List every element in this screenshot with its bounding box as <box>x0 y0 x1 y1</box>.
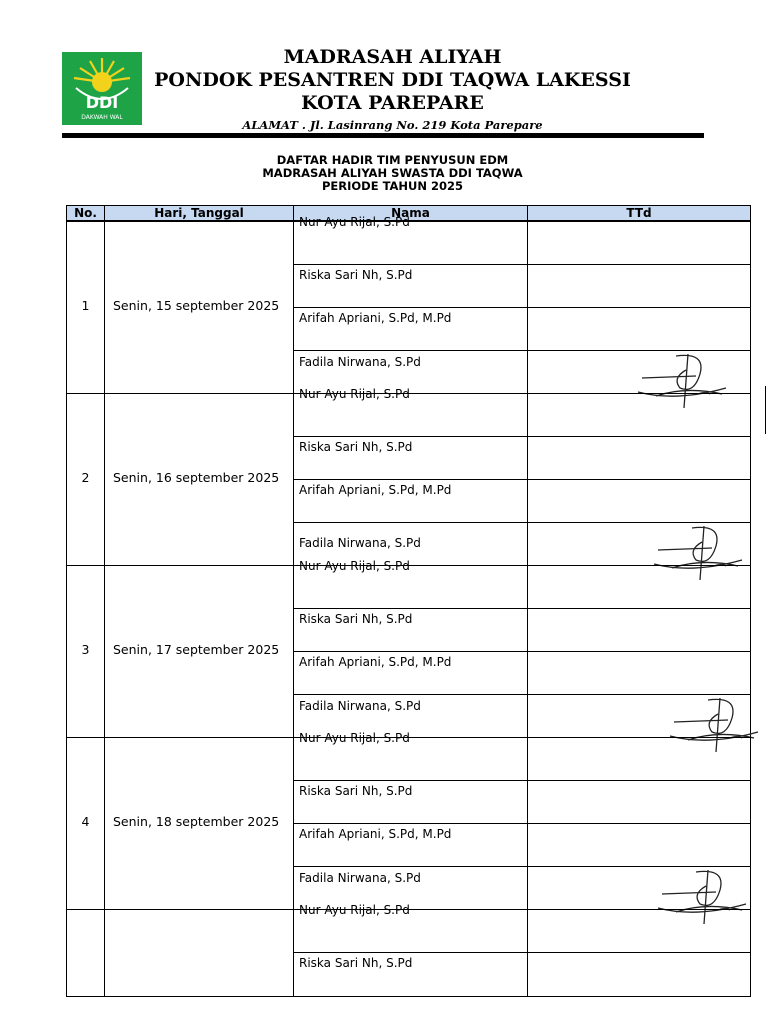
member-name: Fadila Nirwana, S.Pd <box>299 355 421 369</box>
member-name: Nur Ayu Rijal, S.Pd <box>299 387 410 401</box>
letterhead-divider <box>62 133 704 138</box>
member-name: Riska Sari Nh, S.Pd <box>299 784 413 798</box>
signature-cell[interactable] <box>528 609 750 651</box>
title-line-1: DAFTAR HADIR TIM PENYUSUN EDM <box>276 153 509 167</box>
group-number: 4 <box>81 814 90 829</box>
signature-cell[interactable] <box>528 824 750 866</box>
signature-cell[interactable] <box>528 566 750 608</box>
group-number: 1 <box>81 298 90 313</box>
document-title <box>150 154 635 193</box>
school-logo <box>62 52 142 125</box>
signature-cell[interactable] <box>528 437 750 479</box>
group-date: Senin, 18 september 2025 <box>113 814 280 829</box>
group-date: Senin, 17 september 2025 <box>113 642 280 657</box>
logo-text: DDI <box>85 93 119 112</box>
member-name: Arifah Apriani, S.Pd, M.Pd <box>299 311 452 325</box>
group-date: Senin, 15 september 2025 <box>113 298 280 313</box>
signature-cell[interactable] <box>528 953 750 995</box>
signature-cell[interactable] <box>528 222 750 264</box>
letterhead-address: ALAMAT . Jl. Lasinrang No. 219 Kota Parepare <box>242 118 543 132</box>
member-name: Riska Sari Nh, S.Pd <box>299 612 413 626</box>
signature-cell[interactable] <box>528 308 750 350</box>
letterhead-line-1: MADRASAH ALIYAH <box>283 46 502 68</box>
signature-cell[interactable] <box>528 652 750 694</box>
column-header-date: Hari, Tanggal <box>104 205 294 221</box>
member-name: Nur Ayu Rijal, S.Pd <box>299 215 410 229</box>
table-column-line <box>104 221 105 996</box>
title-line-3: PERIODE TAHUN 2025 <box>321 179 464 193</box>
member-name: Nur Ayu Rijal, S.Pd <box>299 559 410 573</box>
member-name: Arifah Apriani, S.Pd, M.Pd <box>299 655 452 669</box>
group-date: Senin, 16 september 2025 <box>113 470 280 485</box>
column-header-name: Nama <box>293 205 528 221</box>
logo-subtext: DAKWAH WAL <box>81 114 123 121</box>
signature-cell[interactable] <box>528 781 750 823</box>
member-name: Nur Ayu Rijal, S.Pd <box>299 903 410 917</box>
signature-cell[interactable] <box>528 738 750 780</box>
member-name: Riska Sari Nh, S.Pd <box>299 440 413 454</box>
member-name: Fadila Nirwana, S.Pd <box>299 871 421 885</box>
column-header-no: No. <box>66 205 105 221</box>
signature-cell[interactable] <box>528 394 750 436</box>
group-number: 2 <box>81 470 90 485</box>
group-number: 3 <box>81 642 90 657</box>
signature-cell[interactable] <box>528 480 750 522</box>
member-name: Riska Sari Nh, S.Pd <box>299 268 413 282</box>
table-bottom-line <box>66 996 751 997</box>
member-name: Nur Ayu Rijal, S.Pd <box>299 731 410 745</box>
member-name: Arifah Apriani, S.Pd, M.Pd <box>299 827 452 841</box>
column-header-signature: TTd <box>527 205 751 221</box>
member-name: Fadila Nirwana, S.Pd <box>299 699 421 713</box>
member-name: Riska Sari Nh, S.Pd <box>299 956 413 970</box>
letterhead-line-3: KOTA PAREPARE <box>301 92 484 114</box>
member-name: Fadila Nirwana, S.Pd <box>299 536 421 550</box>
letterhead <box>150 46 635 134</box>
letterhead-line-2: PONDOK PESANTREN DDI TAQWA LAKESSI <box>154 69 631 91</box>
table-column-line <box>66 221 67 996</box>
member-name: Arifah Apriani, S.Pd, M.Pd <box>299 483 452 497</box>
signature-cell[interactable] <box>528 910 750 952</box>
signature-cell[interactable] <box>528 265 750 307</box>
title-line-2: MADRASAH ALIYAH SWASTA DDI TAQWA <box>262 166 523 180</box>
